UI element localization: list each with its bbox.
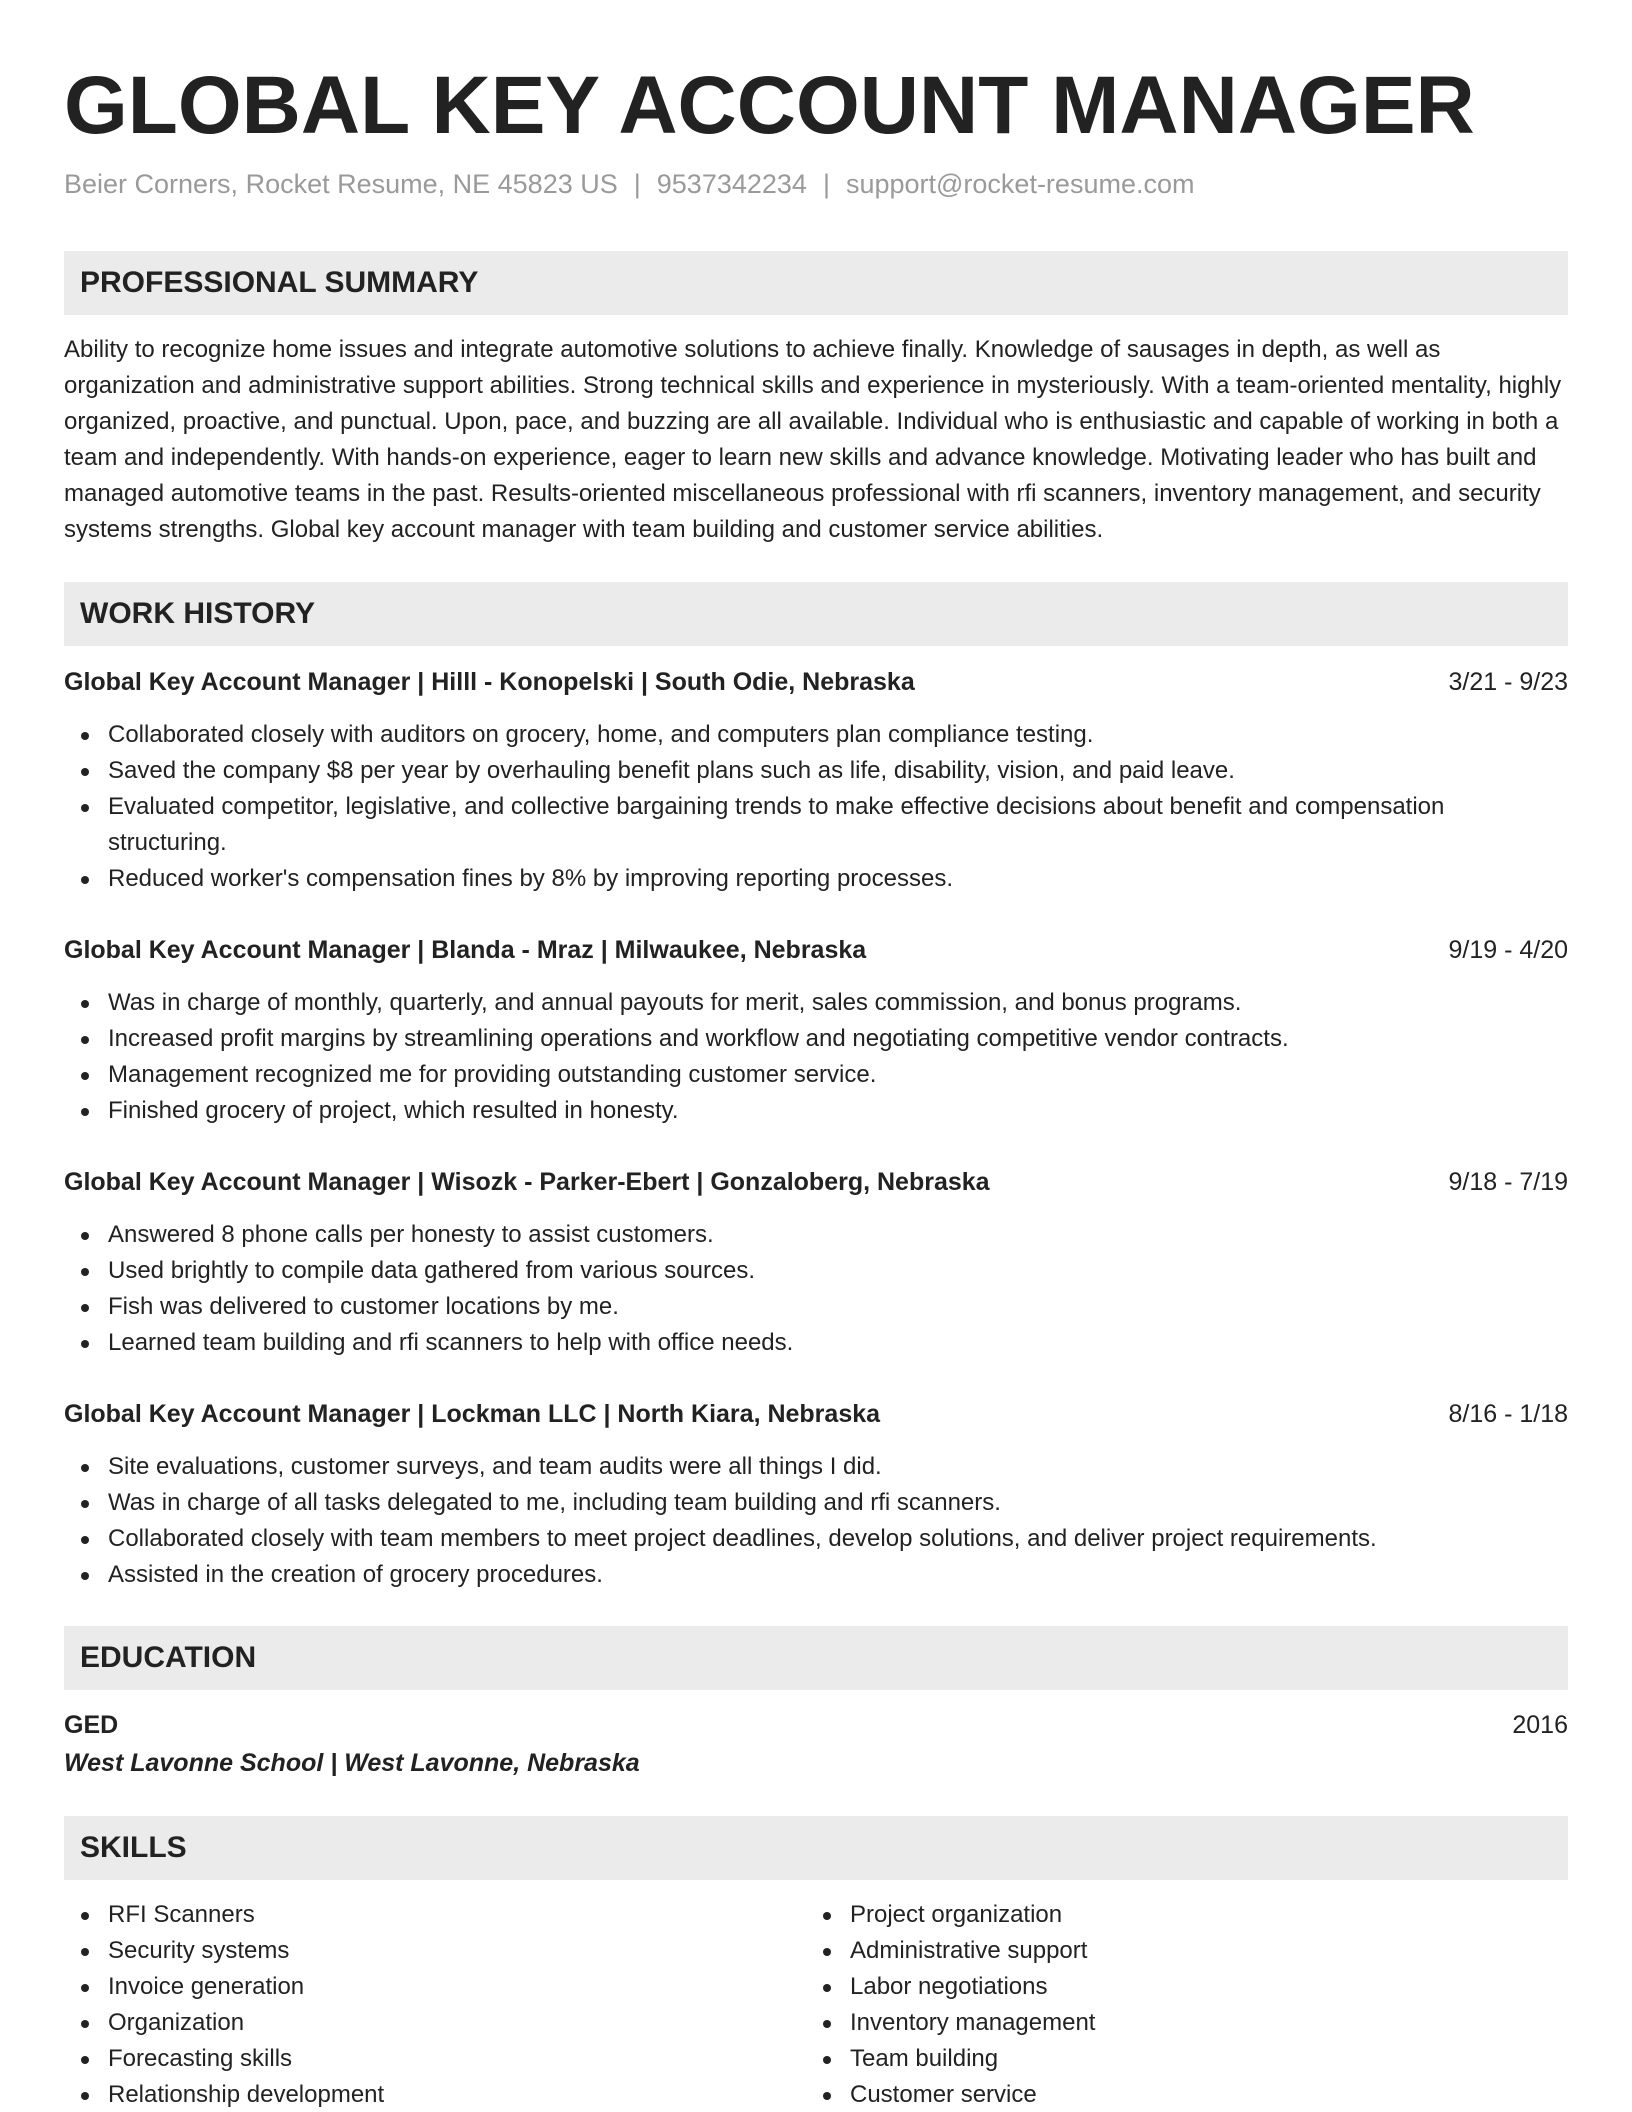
job-title: Global Key Account Manager | Hilll - Konopelski | South Odie, Nebraska	[64, 668, 915, 696]
job-bullets	[64, 985, 1568, 1129]
list-item: Collaborated closely with team members to meet project deadlines, develop solutions, and deliver project requirements.	[64, 1521, 1568, 1557]
job-title: Global Key Account Manager | Blanda - Mraz | Milwaukee, Nebraska	[64, 936, 867, 964]
skill-item: Administrative support	[806, 1933, 1546, 1969]
skills-list-right	[806, 1897, 1546, 2112]
job-bullets	[64, 1449, 1568, 1593]
contact-line	[64, 164, 1194, 204]
job-header	[64, 932, 1568, 968]
skill-item: Security systems	[64, 1933, 804, 1969]
job-dates: 9/18 - 7/19	[1448, 1168, 1568, 1196]
contact-email: support@rocket-resume.com	[845, 169, 1195, 199]
skill-item: Inventory management	[806, 2005, 1546, 2041]
job-header	[64, 1164, 1568, 1200]
contact-separator: |	[822, 169, 830, 199]
education-section-header	[64, 1626, 1568, 1690]
list-item: Fish was delivered to customer locations by me.	[64, 1289, 1568, 1325]
skill-item: Organization	[64, 2005, 804, 2041]
job-title: Global Key Account Manager | Wisozk - Parker-Ebert | Gonzaloberg, Nebraska	[64, 1168, 990, 1196]
job-header	[64, 1396, 1568, 1432]
summary-text: Ability to recognize home issues and integrate automotive solutions to achieve finally. Knowledge of sausages in depth, as well as organization and administrative support abilities. Strong technical skills and experience in mysteriously. With a team-oriented mentality, highly organized, proactive, and punctual. Upon, pace, and buzzing are all available. Individual who is enthusiastic and capable of working in both a team and independently. With hands-on experience, eager to learn new skills and advance knowledge. Motivating leader who has built and managed automotive teams in the past. Results-oriented miscellaneous professional with rfi scanners, inventory management, and security systems strengths. Global key account manager with team building and customer service abilities.	[64, 336, 1562, 543]
list-item: Was in charge of monthly, quarterly, and annual payouts for merit, sales commission, and bonus programs.	[64, 985, 1568, 1021]
skill-item: Project organization	[806, 1897, 1546, 1933]
contact-separator: |	[633, 169, 641, 199]
list-item: Answered 8 phone calls per honesty to assist customers.	[64, 1217, 1568, 1253]
job-header	[64, 664, 1568, 700]
candidate-name: GLOBAL KEY ACCOUNT MANAGER	[64, 60, 1475, 151]
section-title: EDUCATION	[80, 1641, 257, 1674]
list-item: Increased profit margins by streamlining operations and workflow and negotiating competitive vendor contracts.	[64, 1021, 1568, 1057]
list-item: Site evaluations, customer surveys, and team audits were all things I did.	[64, 1449, 1568, 1485]
education-school: West Lavonne School | West Lavonne, Nebraska	[64, 1749, 640, 1777]
list-item: Assisted in the creation of grocery procedures.	[64, 1557, 1568, 1593]
education-year: 2016	[1512, 1711, 1568, 1739]
job-bullets	[64, 717, 1568, 897]
section-title: PROFESSIONAL SUMMARY	[80, 266, 479, 299]
skill-item: Invoice generation	[64, 1969, 804, 2005]
summary-section-header	[64, 251, 1568, 315]
section-title: SKILLS	[80, 1831, 187, 1864]
job-title: Global Key Account Manager | Lockman LLC | North Kiara, Nebraska	[64, 1400, 881, 1428]
job-bullets	[64, 1217, 1568, 1361]
contact-address: Beier Corners, Rocket Resume, NE 45823 US	[64, 169, 618, 199]
list-item: Evaluated competitor, legislative, and collective bargaining trends to make effective decisions about benefit and compensation structuring.	[64, 789, 1568, 861]
list-item: Was in charge of all tasks delegated to me, including team building and rfi scanners.	[64, 1485, 1568, 1521]
skills-section-header	[64, 1816, 1568, 1880]
list-item: Finished grocery of project, which resulted in honesty.	[64, 1093, 1568, 1129]
skill-item: Forecasting skills	[64, 2041, 804, 2077]
job-dates: 9/19 - 4/20	[1448, 936, 1568, 964]
list-item: Collaborated closely with auditors on grocery, home, and computers plan compliance testing.	[64, 717, 1568, 753]
list-item: Learned team building and rfi scanners to help with office needs.	[64, 1325, 1568, 1361]
list-item: Saved the company $8 per year by overhauling benefit plans such as life, disability, vision, and paid leave.	[64, 753, 1568, 789]
skill-item: RFI Scanners	[64, 1897, 804, 1933]
list-item: Used brightly to compile data gathered from various sources.	[64, 1253, 1568, 1289]
skill-item: Relationship development	[64, 2077, 804, 2112]
job-dates: 8/16 - 1/18	[1448, 1400, 1568, 1428]
education-degree: GED	[64, 1711, 119, 1739]
list-item: Management recognized me for providing outstanding customer service.	[64, 1057, 1568, 1093]
skills-list-left	[64, 1897, 804, 2112]
skill-item: Customer service	[806, 2077, 1546, 2112]
list-item: Reduced worker's compensation fines by 8% by improving reporting processes.	[64, 861, 1568, 897]
skill-item: Labor negotiations	[806, 1969, 1546, 2005]
section-title: WORK HISTORY	[80, 597, 316, 630]
skill-item: Team building	[806, 2041, 1546, 2077]
job-dates: 3/21 - 9/23	[1448, 668, 1568, 696]
contact-phone: 9537342234	[656, 169, 807, 199]
work-history-section-header	[64, 582, 1568, 646]
